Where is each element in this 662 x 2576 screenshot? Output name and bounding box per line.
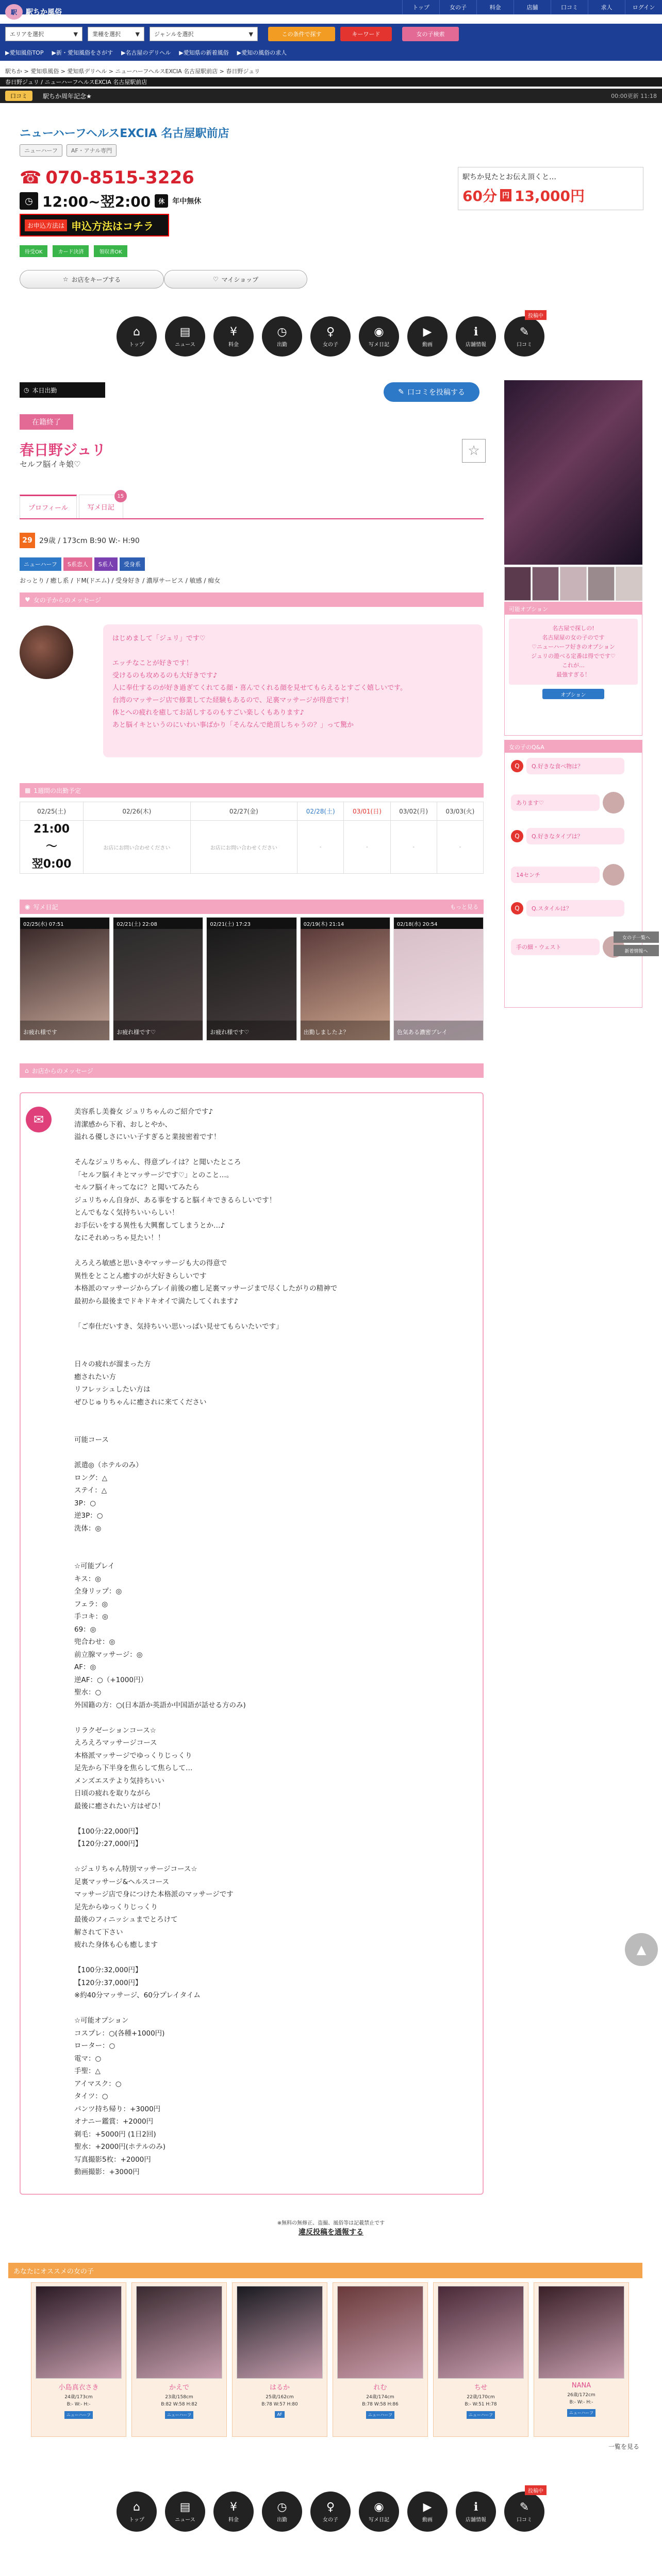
header-links <box>0 44 662 61</box>
holiday-icon: 休 <box>155 194 168 208</box>
option-button[interactable]: オプション <box>542 689 604 699</box>
search-bar <box>0 24 662 44</box>
menu-item-news[interactable] <box>165 2492 205 2532</box>
recommend-card[interactable] <box>433 2282 528 2437</box>
keep-shop-button[interactable]: ☆ お店をキープする <box>20 270 164 289</box>
recommend-photo <box>438 2286 524 2379</box>
qa-item: 14センチ <box>511 864 624 886</box>
schedule-date: 02/27(金) <box>190 802 297 821</box>
recommend-name: NANA <box>571 2382 591 2389</box>
schedule-cell: お店にお問い合わせください <box>84 821 191 874</box>
question-icon: Q <box>511 760 523 772</box>
schedule-date: 02/28(土) <box>297 802 344 821</box>
menu-item-news[interactable] <box>165 316 205 357</box>
schedule-header: ▦ 1週間の出勤予定 <box>20 783 484 798</box>
menu-label: 料金 <box>228 342 239 348</box>
recommend-info: 23歳/158cm B:82 W:58 H:82 <box>161 2395 197 2407</box>
logo-text: 駅ちか風俗 <box>26 8 62 16</box>
shop-message-icon: ✉ <box>26 1107 52 1132</box>
question-icon: Q <box>511 902 523 914</box>
header-link[interactable]: ▶新・愛知風俗をさがす <box>52 49 113 56</box>
diary-date: 02/21(土) 17:23 <box>207 918 296 929</box>
menu-label: 写メ日記 <box>369 342 389 348</box>
recommend-info: 25歳/162cm B:78 W:57 H:80 <box>261 2395 298 2407</box>
recommend-tag: ニューハーフ <box>165 2411 193 2419</box>
diary-date: 02/19(木) 21:14 <box>301 918 390 929</box>
pencil-icon: ✎ <box>398 388 404 396</box>
girl-sizes: 29 29歳 / 173cm B:90 W:- H:90 <box>20 533 140 548</box>
schedule-date: 03/01(日) <box>344 802 390 821</box>
option-panel <box>504 602 642 736</box>
schedule-cell: 21:00 〜 翌0:00 <box>20 821 84 874</box>
heart-icon: ♥ <box>25 596 30 603</box>
side-float-buttons <box>614 931 659 956</box>
age-icon: 29 <box>20 533 35 548</box>
post-review-button[interactable]: ✎ 口コミを投稿する <box>384 382 479 402</box>
camera-icon: ◉ <box>25 903 30 910</box>
chevron-down-icon: ▼ <box>73 30 78 38</box>
menu-label: 女の子 <box>323 2517 338 2523</box>
menu-item-yen[interactable] <box>213 2492 254 2532</box>
info-icon: ℹ <box>473 325 478 338</box>
photo-thumbnail[interactable] <box>532 567 559 601</box>
avatar <box>603 864 624 886</box>
shop-message-header: ⌂ お店からのメッセージ <box>20 1063 484 1078</box>
recommend-info: 22歳/170cm B:- W:51 H:78 <box>465 2395 497 2407</box>
girl-icon: ♀ <box>326 325 335 338</box>
recommend-tag: ニューハーフ <box>366 2411 394 2419</box>
payment-tag: 領収書OK <box>94 245 127 257</box>
schedule-table <box>20 802 484 874</box>
menu-item-info[interactable] <box>456 2492 496 2532</box>
clock-icon: ◷ <box>24 386 29 394</box>
icon-menu-bottom <box>117 2488 544 2535</box>
topnav-item-shop[interactable]: 店舗 <box>514 0 551 14</box>
recommend-tag: ニューハーフ <box>467 2411 495 2419</box>
yen-icon: 円 <box>500 189 511 201</box>
promo-price: 60分 円 13,000円 <box>462 188 585 205</box>
shop-icon: ⌂ <box>25 1067 29 1074</box>
type-tag: S系人 <box>94 557 118 571</box>
recommend-name: れむ <box>373 2384 387 2392</box>
schedule-date: 03/02(月) <box>390 802 437 821</box>
type-tag: 受身系 <box>120 557 145 571</box>
recommend-tags <box>333 2411 427 2419</box>
video-icon: ▶ <box>423 2500 432 2514</box>
menu-label: ニュース <box>175 342 195 348</box>
type-tag: ニューハーフ <box>20 557 61 571</box>
diary-card[interactable] <box>206 917 296 1041</box>
menu-item-video[interactable] <box>407 316 448 357</box>
topnav-item-jobs[interactable]: 求人 <box>588 0 625 14</box>
menu-label: 口コミ <box>517 342 532 348</box>
menu-item-clock[interactable] <box>262 2492 302 2532</box>
shop-title-bar: 春日野ジュリ / ニューハーフヘルスEXCIA 名古屋駅前店 <box>0 77 662 87</box>
recommend-photo <box>36 2286 122 2379</box>
schedule-cell: - <box>344 821 390 874</box>
diary-date: 02/18(水) 20:54 <box>394 918 483 929</box>
review-icon: ✎ <box>519 325 529 338</box>
apply-cta: 申込方法はコチラ <box>71 219 154 232</box>
news-time: 00:00更新 11:18 <box>611 93 657 99</box>
favorite-star-icon[interactable]: ☆ <box>462 439 486 463</box>
photo-thumbnail[interactable] <box>560 567 587 601</box>
promo-text: 駅ちか見たとお伝え頂くと… <box>462 173 556 181</box>
girl-message-header: ♥ 女の子からのメッセージ <box>20 592 484 607</box>
qa-panel <box>504 740 642 1008</box>
review-icon: ✎ <box>519 2500 529 2514</box>
photo-thumbnail[interactable] <box>616 567 642 601</box>
recommend-photo <box>136 2286 222 2379</box>
home-icon: ⌂ <box>133 325 140 338</box>
recommend-tag: ニューハーフ <box>64 2411 93 2419</box>
tab-diary[interactable]: 写メ日記 15 <box>79 495 123 518</box>
type-select[interactable]: 業種を選択 ▼ <box>88 27 144 41</box>
camera-icon: ◉ <box>374 2500 384 2514</box>
schedule-date: 03/03(火) <box>437 802 483 821</box>
girl-search-button[interactable]: 女の子検索 <box>402 27 459 41</box>
promo-banner[interactable] <box>458 167 643 210</box>
avatar <box>20 625 73 679</box>
diary-list <box>20 917 484 1041</box>
tab-profile[interactable]: プロフィール <box>20 495 77 518</box>
diary-card[interactable] <box>393 917 484 1041</box>
recommend-tags <box>31 2411 126 2419</box>
menu-label: トップ <box>129 2517 144 2523</box>
menu-item-home[interactable] <box>117 2492 157 2532</box>
diary-caption: お疲れ様です <box>20 1021 109 1040</box>
menu-label: 店舗情報 <box>466 2517 486 2523</box>
menu-item-clock[interactable] <box>262 316 302 357</box>
recommend-more-link[interactable]: 一覧を見る <box>608 2443 639 2450</box>
recommend-card[interactable] <box>131 2282 227 2437</box>
menu-item-yen[interactable] <box>213 316 254 357</box>
news-icon: ▤ <box>179 2500 191 2514</box>
recommend-tag: AF <box>275 2411 284 2418</box>
avatar <box>603 792 624 814</box>
menu-label: 出勤 <box>277 2517 287 2523</box>
news-label: 口コミ <box>5 91 32 101</box>
topnav-item-girls[interactable]: 女の子 <box>439 0 476 14</box>
header-link[interactable]: ▶愛知風俗TOP <box>5 49 44 56</box>
schedule-cell: - <box>390 821 437 874</box>
breadcrumb[interactable]: 駅ちか > 愛知県風俗 > 愛知県デリヘル > ニューハーフヘルスEXCIA 名古屋駅前店 > 春日野ジュリ <box>5 68 260 75</box>
qa-item: あります♡ <box>511 792 624 814</box>
menu-badge: 投稿中 <box>525 310 547 320</box>
recommend-card[interactable] <box>333 2282 428 2437</box>
diary-date: 02/21(土) 22:08 <box>113 918 203 929</box>
menu-item-video[interactable] <box>407 2492 448 2532</box>
diary-caption: 出勤しましたよ？ <box>301 1021 390 1040</box>
scroll-top-icon[interactable]: ▲ <box>625 1933 658 1966</box>
schedule-cell: - <box>437 821 483 874</box>
clock-icon: ◷ <box>277 325 287 338</box>
video-icon: ▶ <box>423 325 432 338</box>
option-header: 可能オプション <box>505 602 642 615</box>
menu-item-review[interactable] <box>504 2488 544 2532</box>
girl-icon: ♀ <box>326 2500 335 2514</box>
genre-select[interactable]: ジャンルを選択 ▼ <box>150 27 258 41</box>
recommend-header: あなたにオススメの女の子 <box>8 2263 642 2278</box>
diary-caption: お疲れ様です♡ <box>207 1021 296 1040</box>
menu-label: ニュース <box>175 2517 195 2523</box>
yen-icon: ¥ <box>230 325 237 338</box>
recommend-photo <box>237 2286 323 2379</box>
girl-catch: セルフ脳イキ娘♡ <box>20 460 81 469</box>
menu-item-camera[interactable] <box>359 316 399 357</box>
report-link[interactable]: 違反投稿を通報する <box>299 2228 363 2236</box>
girl-types: おっとり / 癒し系 / ドM(ドエム) / 受身好き / 濃厚サービス / 敏感 / 痴女 <box>20 577 221 584</box>
recommend-name: はるか <box>269 2384 290 2392</box>
menu-label: 口コミ <box>517 2517 532 2523</box>
option-text: 名古屋で探しの! 名古屋屋の女の子のです ♡ニューハーフ好きのオプション ジュリの遊べる定番は得でです♡ これが… 最強すぎる！ <box>509 619 638 685</box>
header-link[interactable]: ▶愛知の風俗の求人 <box>237 49 287 56</box>
phone-number[interactable]: ☎ 070-8515-3226 <box>20 167 194 188</box>
diary-card[interactable] <box>20 917 110 1041</box>
schedule-date: 02/25(土) <box>20 802 84 821</box>
keyword-button[interactable]: キーワード <box>340 27 392 41</box>
menu-item-girl[interactable] <box>310 316 351 357</box>
recommend-photo <box>538 2286 624 2379</box>
shop-name[interactable]: ニューハーフヘルスEXCIA 名古屋駅前店 <box>20 127 229 140</box>
clock-icon: ◷ <box>277 2500 287 2514</box>
side-button[interactable]: 新着情報へ <box>614 945 659 956</box>
myshop-button[interactable]: ♡ マイショップ <box>164 270 307 289</box>
menu-label: 店舗情報 <box>466 342 486 348</box>
phone-icon: ☎ <box>20 167 42 188</box>
topnav-item-review[interactable]: 口コミ <box>551 0 588 14</box>
news-message[interactable]: 駅ちか周年記念★ <box>43 92 92 100</box>
schedule-cell: お店にお問い合わせください <box>190 821 297 874</box>
business-hours: ◷ 12:00~翌2:00 休 年中無休 <box>20 191 201 211</box>
recommend-card[interactable] <box>31 2282 126 2437</box>
qa-item: Q Q.スタイルは？ <box>511 900 624 917</box>
payment-tag: カード決済 <box>53 245 89 257</box>
chevron-down-icon: ▼ <box>135 30 140 38</box>
apply-label: お申込方法は <box>25 219 67 231</box>
menu-label: 女の子 <box>323 342 338 348</box>
menu-label: 写メ日記 <box>369 2517 389 2523</box>
qa-header: 女の子のQ&A <box>505 740 642 753</box>
diary-caption: お疲れ様です♡ <box>113 1021 203 1040</box>
header-link[interactable]: ▶愛知県の新着風俗 <box>179 49 229 56</box>
clock-icon: ◷ <box>20 192 38 210</box>
menu-label: トップ <box>129 342 144 348</box>
menu-badge: 投稿中 <box>525 2485 547 2495</box>
photo-thumbnails <box>504 567 642 601</box>
recommend-tags <box>233 2411 327 2418</box>
recommend-name: ちせ <box>474 2384 488 2392</box>
shop-tag: ニューハーフ <box>20 144 62 157</box>
site-logo[interactable] <box>5 2 119 22</box>
girl-name: 春日野ジュリ <box>20 442 106 459</box>
side-button[interactable]: 女の子一覧へ <box>614 931 659 943</box>
photo-thumbnail[interactable] <box>588 567 615 601</box>
qa-item: Q Q.好きな食べ物は？ <box>511 758 624 774</box>
area-select[interactable]: エリアを選択 ▼ <box>5 27 82 41</box>
recommend-info: 26歳/172cm B:- W:- H:- <box>567 2393 595 2405</box>
diary-header: ◉ 写メ日記 もっと見る <box>20 900 484 914</box>
menu-item-girl[interactable] <box>310 2492 351 2532</box>
icon-menu-top <box>117 313 544 360</box>
status-date: ◷ 本日出勤 <box>20 382 105 398</box>
topnav-item-top[interactable]: トップ <box>402 0 439 14</box>
recommend-name: かえで <box>169 2384 189 2392</box>
menu-item-info[interactable] <box>456 316 496 357</box>
logo-mark-icon: 駅 <box>5 4 23 20</box>
recommend-info: 24歳/174cm B:78 W:58 H:86 <box>362 2395 399 2407</box>
yen-icon: ¥ <box>230 2500 237 2514</box>
schedule-date: 02/26(木) <box>84 802 191 821</box>
diary-card[interactable] <box>300 917 390 1041</box>
menu-item-review[interactable] <box>504 313 544 357</box>
payment-tag: 待受OK <box>20 245 47 257</box>
question-icon: Q <box>511 830 523 842</box>
menu-label: 動画 <box>422 2517 433 2523</box>
diary-caption: 色気ある濃密プレイ <box>394 1021 483 1040</box>
recommend-tags <box>434 2411 528 2419</box>
shop-tags <box>20 144 117 157</box>
calendar-icon: ▦ <box>25 787 31 794</box>
status-badge: 在籍終了 <box>20 414 73 430</box>
news-ticker <box>0 89 662 103</box>
shop-message: 美容系し美養女 ジュリちゃんのご紹介です♪ 清潔感から下着、おしとやか、 溢れる優しさにいい子すぎると業接密着です！ そんなジュリちゃん、得意プレイは？と聞いたところ 「セルフ脳イキとマッサージです♡」とのこと…。 セルフ脳イキってなに？と聞いてみたら ジュリちゃん自身が、ある事をすると脳イキできるらしいです！ とんでもなく気持ちいいらしい！ お手伝いをする異性も大興奮してしまうとか…♪ なにそれめっちゃ見たい！！ えろえろ敏感と思いきやマッサージも大の得意で 異性をとことん癒すのが大好きらしいです 本格派のマッサージからプレイ前後の癒し足裏マッサージまで尽くしたがりの精神で 最初から最後までドキドキオイで満たしてくれます♪ 「ご奉仕だいすき、気持ちいい思いっぱい見せてもらいたいです」 日々の疲れが溜まった方 癒されたい方 リフレッシュしたい方は ぜひじゅりちゃんに癒されに来てください 可能コース 派遣◎（ホテルのみ） ロング：△ ステイ：△ 3P：○ 逆3P：○ 洗体：◎ ☆可能プレイ キス：◎ 全身リップ：◎ フェラ：◎ 手コキ：◎ 69：◎ 兜合わせ：◎ 前立腺マッサージ：◎ AF：◎ 逆AF：○（+1000円） 聖水：○ 外国籍の方：○(日本語か英語か中国語が話せる方のみ) リラクゼーションコース☆ えろえろマッサージコース 本格派マッサージでゆっくりじっくり 足先から下半身を焦らして焦らして… メンズエステより気持ちいい 日頃の疲れを取りながら 最後に癒されたい方はぜひ！ 【100分:22,000円】 【120分:27,000円】 ☆ジュリちゃん特別マッサージコース☆ 足裏マッサージ&ヘルスコース マッサージ店で身につけた本格派のマッサージです 足先からゆっくりじっくり 最後のフィニッシュまでとろけて 解されて下さい 疲れた身体も心も癒します 【100分:32,000円】 【120分:37,000円】 ※約40分マッサージ、60分プレイタイム ☆可能オプション コスプレ：○(各種+1000円) ローター：○ 電マ：○ 手聖：△ アイマスク：○ タイツ：○ パンツ持ち帰り：+3000円 オナニー鑑賞：+2000円 剃毛：+5000円 (1日2回) 聖水：+2000円(ホテルのみ) 写真撮影5枚：+2000円 動画撮影：+3000円 <box>20 1092 484 2195</box>
recommend-card[interactable] <box>534 2282 629 2437</box>
header-link[interactable]: ▶名古屋のデリヘル <box>121 49 171 56</box>
menu-label: 料金 <box>228 2517 239 2523</box>
news-icon: ▤ <box>179 325 191 338</box>
girl-main-photo[interactable] <box>504 380 642 565</box>
info-icon: ℹ <box>473 2500 478 2514</box>
menu-item-camera[interactable] <box>359 2492 399 2532</box>
recommend-info: 24歳/173cm B:- W:- H:- <box>64 2395 93 2407</box>
recommend-tags <box>534 2409 628 2417</box>
recommend-card[interactable] <box>232 2282 327 2437</box>
shop-tag: AF・アナル専門 <box>67 144 117 157</box>
menu-item-home[interactable] <box>117 316 157 357</box>
profile-tabs <box>20 495 484 519</box>
diary-card[interactable] <box>113 917 203 1041</box>
camera-icon: ◉ <box>374 325 384 338</box>
topnav-item-login[interactable]: ログイン <box>625 0 662 14</box>
recommend-tag: ニューハーフ <box>567 2409 595 2417</box>
girl-message: はじめまして「ジュリ」です♡ エッチなことが好きです！ 受けるのも攻めるのも大好きです♪ 人に奉仕するのが好き過ぎてくれてる顔・喜んでくれる顔を見せてもらえるとすごく嬉しいです。 台湾のマッサージ店で修業してた経験もあるので、足裏マッサージが得意です！ 体とへの疲れを癒してお話しするのもすごい楽しくもあります♪ あと脳イキというのにいわい事ばかり「そんなんで絶頂しちゃうの？」って驚か <box>103 624 483 757</box>
star-icon: ☆ <box>62 276 69 283</box>
type-tag: S系恋人 <box>63 557 92 571</box>
heart-icon: ♡ <box>212 276 219 283</box>
diary-more-link[interactable]: もっと見る <box>450 904 478 910</box>
diary-date: 02/25(水) 07:51 <box>20 918 109 929</box>
apply-method-banner[interactable] <box>20 214 169 236</box>
chevron-down-icon: ▼ <box>249 30 253 38</box>
payment-tags <box>20 245 127 257</box>
diary-count-badge: 15 <box>114 490 127 502</box>
menu-label: 出勤 <box>277 342 287 348</box>
search-button[interactable]: この条件で探す <box>268 27 335 41</box>
qa-item: Q Q.好きなタイプは？ <box>511 828 624 844</box>
home-icon: ⌂ <box>133 2500 140 2514</box>
qa-item: 手の細・ウェスト <box>511 936 624 958</box>
recommend-list <box>31 2282 629 2437</box>
photo-thumbnail[interactable] <box>504 567 531 601</box>
notice-text: ※無料の無修正、盗撮、風俗等は記載禁止です <box>277 2221 385 2226</box>
type-tags <box>20 557 145 571</box>
recommend-photo <box>337 2286 423 2379</box>
schedule-cell: - <box>297 821 344 874</box>
recommend-tags <box>132 2411 226 2419</box>
recommend-name: 小島真衣さき <box>58 2384 99 2392</box>
topnav-item-price[interactable]: 料金 <box>476 0 514 14</box>
menu-label: 動画 <box>422 342 433 348</box>
